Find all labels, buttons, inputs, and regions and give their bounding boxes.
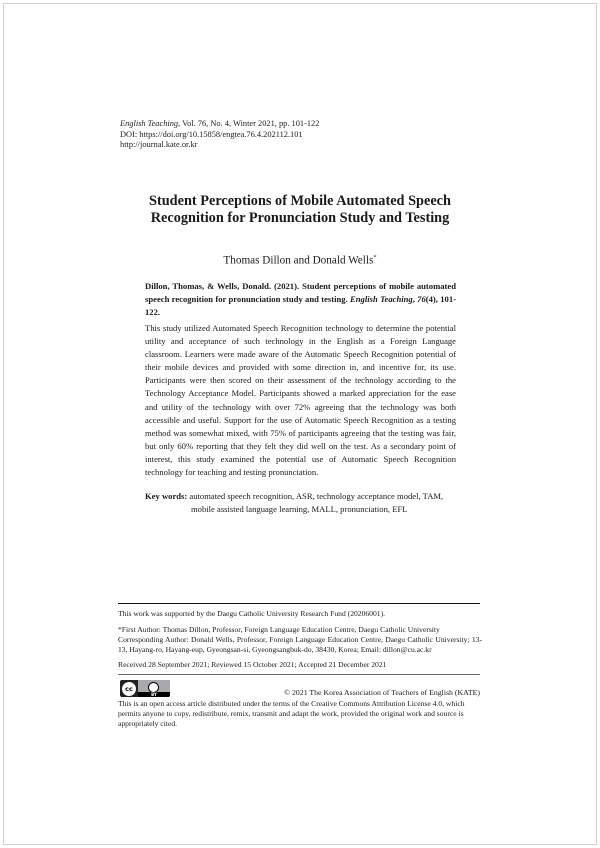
first-author-note: *First Author: Thomas Dillon, Professor, Foreign Language Education Centre, Daegu Catholic University (118, 625, 440, 634)
keywords-line-1: automated speech recognition, ASR, technology acceptance model, TAM, (187, 491, 444, 501)
journal-header (120, 119, 319, 151)
keywords-label: Key words: (145, 491, 188, 501)
citation-journal: English Teaching (350, 294, 413, 304)
journal-issue: , Vol. 76, No. 4, Winter 2021, pp. 101-122 (178, 119, 320, 128)
copyright-notice: © 2021 The Korea Association of Teachers of English (KATE) (284, 688, 480, 697)
author-names: Thomas Dillon and Donald Wells (223, 254, 374, 267)
author-footnote-mark: * (373, 254, 377, 261)
license-text: This is an open access article distributed under the terms of the Creative Commons Attribution License 4.0, which permits anyone to copy, redistribute, remix, transmit and adapt the work, provided the original work and source is appropriately cited. (118, 699, 465, 728)
footnote-divider (118, 603, 480, 604)
received-dates: Received 28 September 2021; Reviewed 15 October 2021; Accepted 21 December 2021 (118, 660, 387, 669)
citation (145, 280, 456, 319)
by-label: BY (138, 692, 170, 697)
journal-issue-line (120, 119, 319, 130)
citation-volume: 76 (417, 294, 426, 304)
footnotes (118, 609, 482, 670)
journal-name: English Teaching (120, 119, 179, 128)
journal-url[interactable]: http://journal.kate.or.kr (120, 140, 198, 150)
author-line (120, 254, 480, 267)
corresponding-author-note: Corresponding Author: Donald Wells, Professor, Foreign Language Education Centre, Daegu Catholic University; 13-13, Hayang-ro, Hayang-eup, Gyeongsan-si, Gyeongsangbuk-do, 38430, Korea; Email: dillon@cu.ac.kr (118, 635, 482, 654)
funding-note: This work was supported by the Daegu Catholic University Research Fund (20206001). (118, 609, 385, 618)
keywords (145, 490, 460, 516)
citation-rest: (4), 101-122. (145, 294, 456, 317)
cc-icon: cc (122, 682, 136, 696)
citation-main: Dillon, Thomas, & Wells, Donald. (2021). Student perceptions of mobile automated speech recognition for pronunciation study and testing. (145, 281, 456, 304)
paper-title (120, 193, 480, 227)
title-line-2: Recognition for Pronunciation Study and Testing (150, 210, 450, 226)
citation-sep: , (412, 294, 418, 304)
title-line-1: Student Perceptions of Mobile Automated Speech (149, 193, 451, 209)
doi-line[interactable]: DOI: https://doi.org/10.15858/engtea.76.4.202112.101 (120, 129, 303, 139)
keywords-line-2: mobile assisted language learning, MALL, pronunciation, EFL (191, 504, 408, 515)
cc-by-license-icon[interactable] (120, 680, 170, 697)
license-divider (118, 674, 480, 675)
abstract: This study utilized Automated Speech Recognition technology to determine the potential utility and acceptance of such technology in the English as a Foreign Language classroom. Learners were made aware of the Automatic Speech Recognition potential of their mobile devices and provided with some direction in, and incentive for, its use. Participants were then scored on their assessment of the technology according to the Technology Acceptance Model. Participants showed a marked appreciation for the ease and utility of the technology with over 72% agreeing that the technology was both accessible and useful. Support for the use of Automatic Speech Recognition as a testing method was somewhat mixed, with 75% of participants agreeing that the testing was fair, but only 60% reporting that they felt they did well on the test. As a secondary point of interest, this study examined the potential use of Automatic Speech Recognition technology for teaching and testing pronunciation. (145, 323, 456, 478)
